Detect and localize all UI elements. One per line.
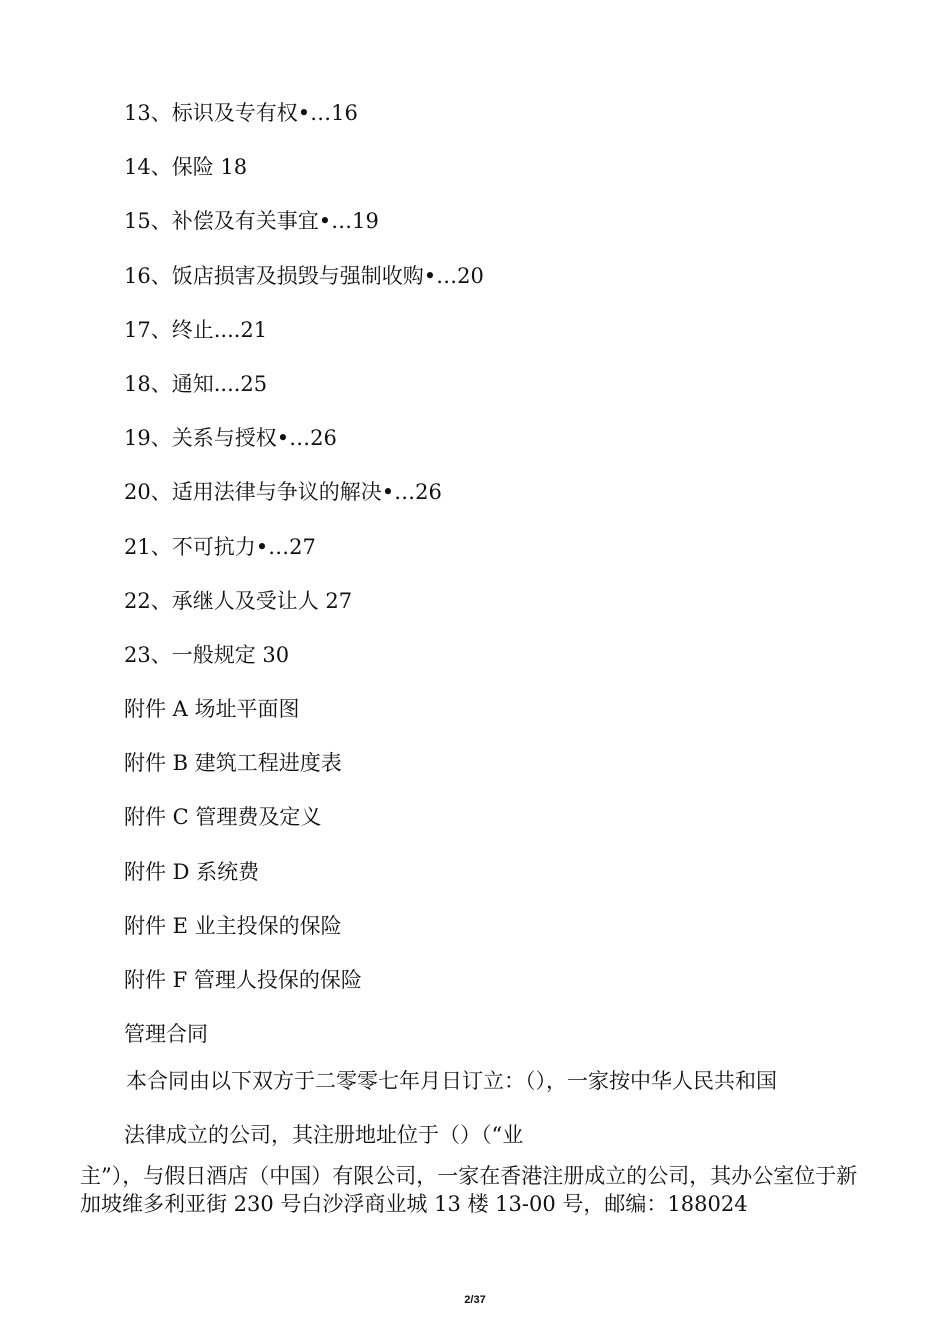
toc-entry-18: 18、通知....25 [124, 371, 268, 396]
paragraph-body: 主”），与假日酒店（中国）有限公司，一家在香港注册成立的公司，其办公室位于新加坡维多利亚街 230 号白沙浮商业城 13 楼 13-00 号，邮编：188024 [80, 1164, 858, 1216]
paragraph-line-1: 本合同由以下双方于二零零七年月日订立：（），一家按中华人民共和国 [126, 1069, 777, 1093]
toc-entry-13: 13、标识及专有权•…16 [124, 101, 358, 125]
paragraph-line-2: 法律成立的公司，其注册地址位于（）（“业 [124, 1123, 524, 1147]
toc-appendix-d: 附件 D 系统费 [124, 859, 260, 884]
table-of-contents [124, 96, 884, 1071]
toc-appendix-f: 附件 F 管理人投保的保险 [124, 968, 362, 992]
contract-opening-paragraph [80, 1064, 880, 1218]
toc-appendix-a: 附件 A 场址平面图 [124, 697, 300, 722]
toc-entry-21: 21、不可抗力•…27 [124, 534, 316, 559]
contract-title: 管理合同 [124, 1022, 208, 1047]
page-number: 2/37 [464, 1294, 486, 1306]
toc-entry-17: 17、终止....21 [124, 317, 268, 342]
toc-entry-22: 22、承继人及受让人 27 [124, 588, 353, 613]
toc-entry-14: 14、保险 18 [124, 155, 248, 180]
toc-entry-19: 19、关系与授权•…26 [124, 426, 337, 451]
toc-appendix-c: 附件 C 管理费及定义 [124, 805, 322, 830]
toc-entry-23: 23、一般规定 30 [124, 642, 290, 667]
toc-appendix-e: 附件 E 业主投保的保险 [124, 913, 342, 938]
toc-entry-15: 15、补偿及有关事宜•…19 [124, 209, 379, 234]
toc-entry-16: 16、饭店损害及损毁与强制收购•…20 [124, 263, 484, 288]
toc-appendix-b: 附件 B 建筑工程进度表 [124, 751, 342, 776]
toc-entry-20: 20、适用法律与争议的解决•…26 [124, 480, 442, 505]
